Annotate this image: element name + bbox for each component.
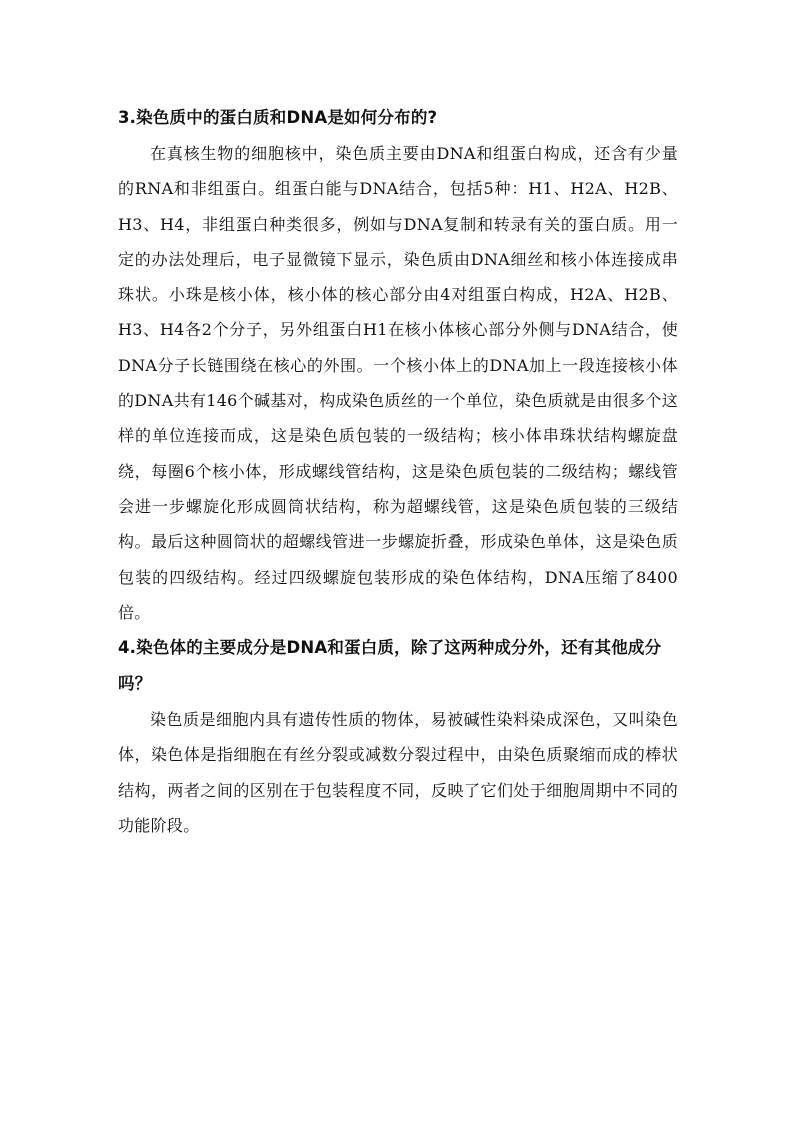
section-3-heading: 3.染色质中的蛋白质和DNA是如何分布的? bbox=[118, 108, 438, 127]
section-4-paragraph: 染色质是细胞内具有遗传性质的物体，易被碱性染料染成深色，又叫染色体，染色体是指细胞在有丝分裂或减数分裂过程中，由染色质聚缩而成的棒状结构，两者之间的区别在于包装程度不同，反映了它们处于细胞周期中不同的功能阶段。 bbox=[118, 710, 678, 836]
section-3-paragraph: 在真核生物的细胞核中，染色质主要由DNA和组蛋白构成，还含有少量的RNA和非组蛋白。组蛋白能与DNA结合，包括5种：H1、H2A、H2B、H3、H4，非组蛋白种类很多，例如与DNA复制和转录有关的蛋白质。用一定的办法处理后，电子显微镜下显示，染色质由DNA细丝和核小体连接成串珠状。小珠是核小体，核小体的核心部分由4对组蛋白构成，H2A、H2B、H3、H4各2个分子，另外组蛋白H1在核小体核心部分外侧与DNA结合，使DNA分子长链围绕在核心的外围。一个核小体上的DNA加上一段连接核小体的DNA共有146个碱基对，构成染色质丝的一个单位，染色质就是由很多个这样的单位连接而成，这是染色质包装的一级结构；核小体串珠状结构螺旋盘绕，每圈6个核小体，形成螺线管结构，这是染色质包装的二级结构；螺线管会进一步螺旋化形成圆筒状结构，称为超螺线管，这是染色质包装的三级结构。最后这种圆筒状的超螺线管进一步螺旋折叠，形成染色单体，这是染色质包装的四级结构。经过四级螺旋包装形成的染色体结构，DNA压缩了8400倍。 bbox=[118, 144, 678, 622]
document-page bbox=[118, 100, 678, 843]
section-4-heading: 4.染色体的主要成分是DNA和蛋白质，除了这两种成分外，还有其他成分吗？ bbox=[118, 638, 662, 694]
